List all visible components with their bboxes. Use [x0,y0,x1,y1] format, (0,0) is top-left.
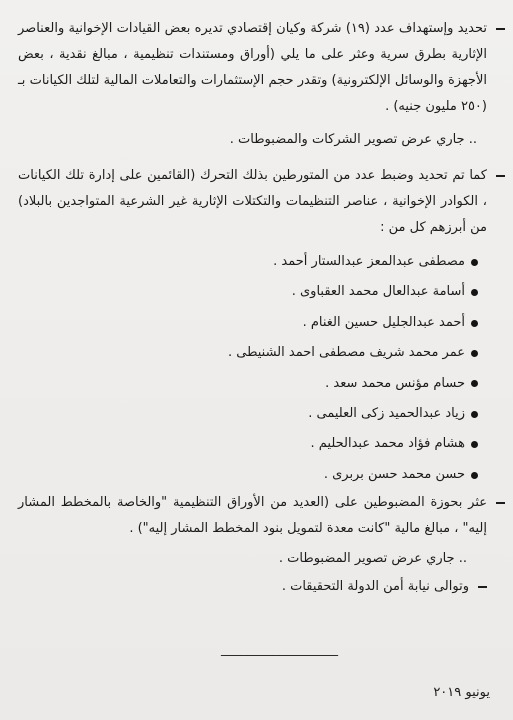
paragraph-companies [18,16,505,120]
dash-marker [478,586,487,588]
bullet-dot [471,411,478,418]
suspect-name: هشام فؤاد محمد عبدالحليم . [310,436,465,452]
suspect-list-item [18,369,465,399]
suspects-list [18,247,505,490]
suspect-list-item [18,338,465,368]
suspect-name: أسامة عبدالعال محمد العقباوى . [291,284,465,300]
paragraph-seized-items [18,490,505,542]
paragraph-companies-text: تحديد وإستهداف عدد (١٩) شركة وكيان إقتصادي تديره بعض القيادات الإخوانية والعناصر الإثارية بطرق سرية وعثر على ما يلي (أوراق ومستندات تنظيمية ، مبالغ نقدية ، بعض الأجهزة والوسائل الإلكترونية) وتقدر حجم الإستثمارات والتعاملات المالية لتلك الكيانات بـ (٢٥٠ مليون جنيه) . [18,21,487,114]
suspect-list-item [18,429,465,459]
document-date: يونيو ٢٠١٩ [433,685,490,700]
suspect-name: أحمد عبدالجليل حسين الغنام . [302,314,465,330]
paragraph-investigation [18,574,487,600]
bullet-dot [471,350,478,357]
bullet-dot [471,472,478,479]
bullet-dot [471,320,478,327]
suspect-list-item [18,460,465,490]
paragraph-suspects-text: كما تم تحديد وضبط عدد من المتورطين بذلك التحرك (القائمين على إدارة تلك الكيانات ، الكوادر الإخوانية ، عناصر التنظيمات والتكتلات الإثارية غير الشرعية المتواجدين بالبلاد) من أبرزهم كل من : [18,168,487,235]
suspect-name: عمر محمد شريف مصطفى احمد الشنيطى . [227,345,465,361]
note-seized-photos: .. جاري عرض تصوير المضبوطات . [278,551,467,567]
suspect-list-item [18,277,465,307]
suspect-list-item [18,308,465,338]
separator-line: __________________ [221,642,338,657]
note-companies-photos: .. جاري عرض تصوير الشركات والمضبوطات . [229,132,477,147]
suspect-name: حسن محمد حسن بربرى . [323,466,465,482]
dash-marker [496,175,505,177]
bullet-dot [471,441,478,448]
suspect-list-item [18,247,465,277]
suspect-name: مصطفى عبدالمعز عبدالستار أحمد . [273,254,465,269]
bullet-dot [471,380,478,387]
dash-marker [496,502,505,504]
paragraph-seized-items-text: عثر بحوزة المضبوطين على (العديد من الأوراق التنظيمية "والخاصة بالمخطط المشار إليه" ، مبالغ مالية "كانت معدة لتمويل بنود المخطط المشار إليه") . [18,495,487,537]
dash-marker [496,28,505,30]
paragraph-suspects [18,163,505,241]
paragraph-investigation-text: وتوالى نيابة أمن الدولة التحقيقات . [281,579,469,595]
bullet-dot [471,289,478,296]
suspect-name: حسام مؤنس محمد سعد . [325,375,465,391]
suspect-list-item [18,399,465,429]
bullet-dot [471,259,478,266]
suspect-name: زياد عبدالحميد زكى العليمى . [308,406,465,422]
